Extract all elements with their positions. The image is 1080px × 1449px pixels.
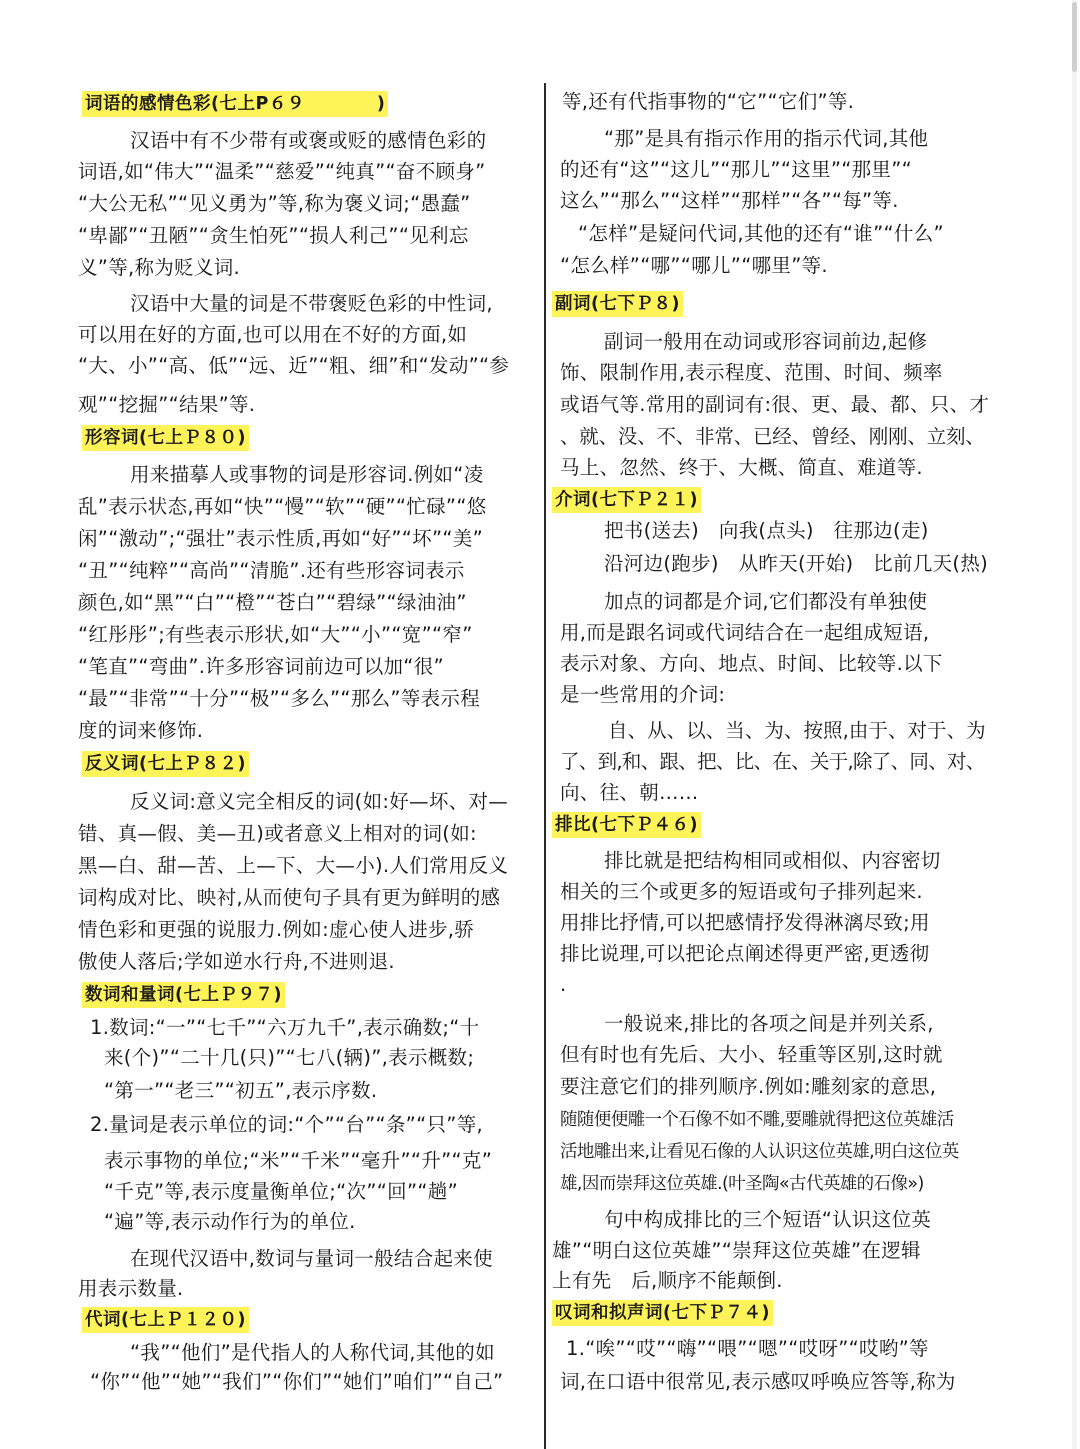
text-line: 汉语中有不少带有或褒或贬的感情色彩的: [130, 129, 487, 152]
text-line: “怎么样”“哪”“哪儿”“哪里”等.: [560, 254, 828, 277]
text-line: 句中构成排比的三个短语“认识这位英: [604, 1208, 932, 1231]
column-divider: [544, 83, 546, 1449]
text-line: 饰、限制作用,表示程度、范围、时间、频率: [560, 361, 943, 384]
heading-antonym: 反义词(七上Ｐ８２): [82, 751, 249, 777]
text-line: 用排比抒情,可以把感情抒发得淋漓尽致;用: [560, 911, 930, 934]
text-line: “卑鄙”“丑陋”“贪生怕死”“损人利己”“见利忘: [78, 224, 469, 247]
text-line: “笔直”“弯曲”.许多形容词前边可以加“很”: [78, 655, 444, 678]
text-line: 雄,因而崇拜这位英雄.(叶圣陶«古代英雄的石像»): [560, 1174, 924, 1194]
text-line: 沿河边(跑步) 从昨天(开始) 比前几天(热): [604, 552, 989, 575]
text-line: 2.量词是表示单位的词:“个”“台”“条”“只”等,: [90, 1113, 483, 1136]
text-line: 雄”“明白这位英雄”“崇拜这位英雄”在逻辑: [552, 1239, 921, 1262]
text-line: “大公无私”“见义勇为”等,称为褒义词;“愚蠢”: [78, 192, 471, 215]
text-line: 观”“挖掘”“结果”等.: [78, 393, 256, 416]
text-line: 排比就是把结构相同或相似、内容密切: [604, 849, 941, 872]
text-line: 用来描摹人或事物的词是形容词.例如“凌: [130, 463, 484, 486]
text-line: 来(个)”“二十几(只)”“七八(辆)”,表示概数;: [104, 1046, 475, 1069]
text-line: 是一些常用的介词:: [560, 683, 726, 706]
heading-interjection-onomatopoeia: 叹词和拟声词(七下Ｐ７４): [552, 1300, 773, 1326]
heading-parallelism: 排比(七下Ｐ４６): [552, 812, 701, 838]
text-line: 情色彩和更强的说服力.例如:虚心使人进步,骄: [78, 918, 475, 941]
text-line: 但有时也有先后、大小、轻重等区别,这时就: [560, 1043, 943, 1066]
text-line: “大、小”“高、低”“远、近”“粗、细”和“发动”“参: [78, 354, 510, 377]
text-line: “遍”等,表示动作行为的单位.: [104, 1210, 356, 1233]
scrollbar-track[interactable]: [1072, 0, 1077, 1449]
text-line: 自、从、以、当、为、按照,由于、对于、为: [608, 719, 986, 742]
text-line: 闲”“激动”;“强壮”表示性质,再如“好”“坏”“美”: [78, 527, 483, 550]
text-line: 向、往、朝……: [560, 781, 699, 804]
text-line: 、就、没、不、非常、已经、曾经、刚刚、立刻、: [560, 425, 985, 448]
text-line: 表示对象、方向、地点、时间、比较等.以下: [560, 652, 943, 675]
text-line: 词构成对比、映衬,从而使句子具有更为鲜明的感: [78, 886, 501, 909]
text-line: 加点的词都是介词,它们都没有单独使: [604, 590, 928, 613]
text-line: “红彤彤”;有些表示形状,如“大”“小”“宽”“窄”: [78, 623, 473, 646]
text-line: 一般说来,排比的各项之间是并列关系,: [604, 1012, 934, 1035]
text-line: 义”等,称为贬义词.: [78, 256, 240, 279]
heading-adjective: 形容词(七上Ｐ８０): [82, 425, 249, 451]
heading-adverb: 副词(七下Ｐ８): [552, 291, 683, 317]
text-line: 用表示数量.: [78, 1277, 184, 1300]
text-line: “你”“他”“她”“我们”“你们”“她们”咱们”“自己”: [90, 1370, 504, 1393]
text-line: “那”是具有指示作用的指示代词,其他: [604, 127, 929, 150]
text-line: 1.“唉”“哎”“嗨”“喂”“嗯”“哎呀”“哎哟”等: [566, 1337, 929, 1360]
text-line: 度的词来修饰.: [78, 719, 204, 742]
text-line: 黑—白、甜—苦、上—下、大—小).人们常用反义: [78, 854, 509, 877]
text-line: 活地雕出来,让看见石像的人认识这位英雄,明白这位英: [560, 1142, 959, 1162]
text-line: 乱”表示状态,再如“快”“慢”“软”“硬”“忙碌”“悠: [78, 495, 487, 518]
text-line: “我”“他们”是代指人的人称代词,其他的如: [130, 1341, 495, 1364]
text-line: 副词一般用在动词或形容词前边,起修: [604, 330, 928, 353]
text-line: 傲使人落后;学如逆水行舟,不进则退.: [78, 950, 395, 973]
text-line: 要注意它们的排列顺序.例如:雕刻家的意思,: [560, 1075, 937, 1098]
text-line: 1.数词:“一”“七千”“六万九千”,表示确数;“十: [90, 1016, 480, 1039]
text-line: 了、到,和、跟、把、比、在、关于,除了、同、对、: [560, 750, 985, 773]
heading-pronoun: 代词(七上Ｐ１２０): [82, 1307, 249, 1333]
scrollbar-thumb[interactable]: [1072, 2, 1077, 72]
heading-numeral-classifier: 数词和量词(七上Ｐ９７): [82, 982, 285, 1008]
heading-preposition: 介词(七下Ｐ２１): [552, 487, 701, 513]
text-line: 用,而是跟名词或代词结合在一起组成短语,: [560, 621, 930, 644]
text-line: 错、真—假、美—丑)或者意义上相对的词(如:: [78, 822, 477, 845]
text-line: 马上、忽然、终于、大概、简直、难道等.: [560, 456, 923, 479]
text-line: 把书(送去) 向我(点头) 往那边(走): [604, 519, 929, 542]
text-line: .: [560, 973, 567, 996]
text-line: 上有先 后,顺序不能颠倒.: [552, 1269, 783, 1292]
text-line: 汉语中大量的词是不带褒贬色彩的中性词,: [130, 292, 493, 315]
text-line: 表示事物的单位;“米”“千米”“毫升”“升”“克”: [104, 1149, 493, 1172]
text-line: “最”“非常”“十分”“极”“多么”“那么”等表示程: [78, 687, 481, 710]
text-line: 排比说理,可以把论点阐述得更严密,更透彻: [560, 942, 930, 965]
text-line: 词语,如“伟大”“温柔”“慈爱”“纯真”“奋不顾身”: [78, 160, 486, 183]
text-line: “第一”“老三”“初五”,表示序数.: [104, 1079, 378, 1102]
text-line: “千克”等,表示度量衡单位;“次”“回”“趟”: [104, 1180, 458, 1203]
text-line: “怎样”是疑问代词,其他的还有“谁”“什么”: [578, 222, 944, 245]
text-line: 随随便便雕一个石像不如不雕,要雕就得把这位英雄活: [560, 1110, 954, 1130]
text-line: 词,在口语中很常见,表示感叹呼唤应答等,称为: [560, 1370, 956, 1393]
text-line: 在现代汉语中,数词与量词一般结合起来使: [130, 1247, 493, 1270]
text-line: 相关的三个或更多的短语或句子排列起来.: [560, 880, 923, 903]
text-line: 颜色,如“黑”“白”“橙”“苍白”“碧绿”“绿油油”: [78, 591, 467, 614]
text-line: 反义词:意义完全相反的词(如:好—坏、对—: [130, 790, 509, 813]
text-line: “丑”“纯粹”“高尚”“清脆”.还有些形容词表示: [78, 559, 465, 582]
text-line: 可以用在好的方面,也可以用在不好的方面,如: [78, 323, 468, 346]
heading-emotional-color: 词语的感情色彩(七上P６９ ): [82, 91, 388, 117]
text-line: 的还有“这”“这儿”“那儿”“这里”“那里”“: [560, 158, 913, 181]
text-line: 等,还有代指事物的“它”“它们”等.: [562, 90, 855, 113]
text-line: 或语气等.常用的副词有:很、更、最、都、只、才: [560, 393, 990, 416]
text-line: 这么”“那么”“这样”“那样”“各”“每”等.: [560, 189, 899, 212]
